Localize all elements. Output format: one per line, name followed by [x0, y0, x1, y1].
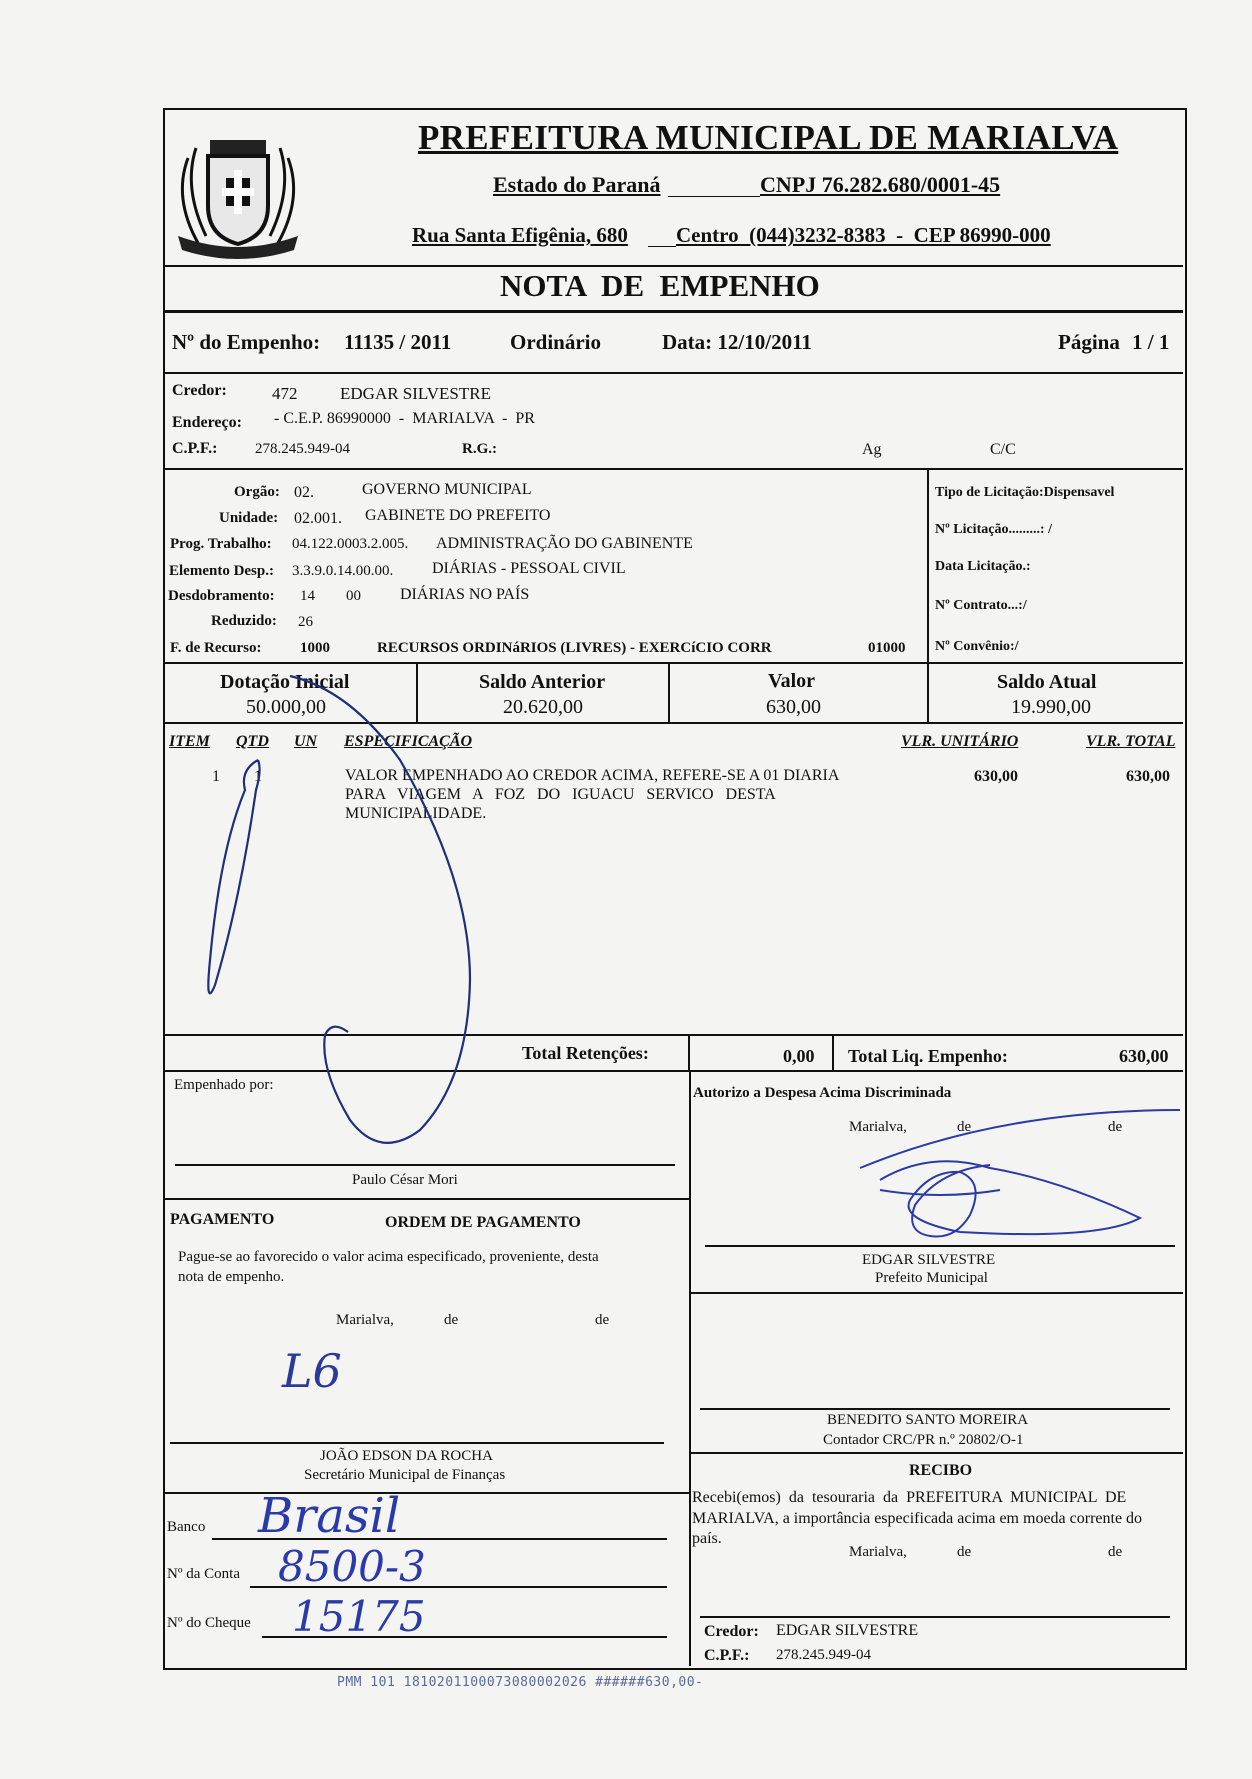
licitacao-num: Nº Licitação.........: / [935, 522, 1052, 537]
prog-label: Prog. Trabalho: [170, 536, 272, 552]
autorizo-role: Prefeito Municipal [875, 1270, 988, 1286]
row-spec-3: MUNICIPALIDADE. [345, 805, 487, 822]
header-cnpj: CNPJ 76.282.680/0001-45 [760, 172, 1001, 197]
unidade-name: GABINETE DO PREFEITO [365, 507, 551, 524]
header-address: Rua Santa Efigênia, 680 [412, 223, 628, 247]
autorizo-signer: EDGAR SILVESTRE [862, 1252, 996, 1268]
reduzido-value: 26 [298, 614, 313, 630]
contador-role: Contador CRC/PR n.º 20802/O-1 [823, 1432, 1024, 1448]
col-espec: ESPECIFICAÇÃO [344, 733, 473, 750]
saldo-anterior-value: 20.620,00 [503, 696, 583, 718]
dotacao-value: 50.000,00 [246, 696, 326, 718]
autorizo-de1: de [957, 1119, 972, 1135]
dotacao-label: Dotação Inicial [220, 671, 350, 693]
row-total: 630,00 [1126, 768, 1170, 785]
orgao-label: Orgão: [234, 484, 280, 500]
col-item: ITEM [169, 733, 210, 750]
empenho-number-label: Nº do Empenho: [172, 330, 321, 354]
cpf-value: 278.245.949-04 [255, 441, 350, 457]
banco-label: Banco [167, 1519, 206, 1535]
recibo-credor-value: EDGAR SILVESTRE [776, 1622, 919, 1639]
row-item: 1 [212, 768, 220, 785]
recibo-text-2: MARIALVA, a importância especificada acima em moeda corrente do [692, 1510, 1143, 1527]
cpf-label: C.P.F.: [172, 440, 218, 457]
empenhado-label: Empenhado por: [174, 1077, 274, 1093]
col-qtd: QTD [236, 733, 269, 750]
fonte-code: 1000 [300, 640, 330, 656]
empenhado-name: Paulo César Mori [352, 1172, 458, 1188]
header-contacts: Centro (044)3232-8383 - CEP 86990-000 [676, 223, 1051, 247]
cheque-handwritten: 15175 [292, 1592, 426, 1641]
reduzido-label: Reduzido: [211, 613, 277, 629]
endereco-value: - C.E.P. 86990000 - MARIALVA - PR [274, 410, 535, 427]
row-spec-1: VALOR EMPENHADO AO CREDOR ACIMA, REFERE-SE A 01 DIARIA [345, 767, 840, 784]
unidade-code: 02.001. [294, 510, 342, 527]
orgao-name: GOVERNO MUNICIPAL [362, 481, 532, 498]
row-unit: 630,00 [974, 768, 1018, 785]
page-value: 1 / 1 [1132, 330, 1170, 354]
contador-name: BENEDITO SANTO MOREIRA [827, 1412, 1029, 1428]
recibo-city: Marialva, [849, 1544, 907, 1560]
convenio: Nº Convênio:/ [935, 639, 1019, 654]
saldo-anterior-label: Saldo Anterior [479, 671, 606, 693]
orgao-code: 02. [294, 484, 314, 501]
recibo-credor-label: Credor: [704, 1623, 759, 1640]
valor-value: 630,00 [766, 696, 821, 718]
fonte-num: 01000 [868, 640, 906, 656]
desd-label: Desdobramento: [168, 588, 275, 604]
pagamento-label: PAGAMENTO [170, 1211, 275, 1228]
pagamento-signer: JOÃO EDSON DA ROCHA [320, 1448, 493, 1464]
col-un: UN [294, 733, 318, 750]
credor-name: EDGAR SILVESTRE [340, 384, 491, 403]
fonte-label: F. de Recurso: [170, 640, 262, 656]
pagamento-city: Marialva, [336, 1312, 394, 1328]
empenhado-signature [290, 676, 473, 1143]
conta-handwritten: 8500-3 [278, 1542, 426, 1591]
ordem-label: ORDEM DE PAGAMENTO [385, 1214, 581, 1231]
header-title: PREFEITURA MUNICIPAL DE MARIALVA [418, 118, 1119, 157]
elem-label: Elemento Desp.: [169, 563, 274, 579]
doc-title: NOTA DE EMPENHO [500, 268, 820, 303]
autorizo-de2: de [1108, 1119, 1123, 1135]
recibo-cpf-value: 278.245.949-04 [776, 1647, 871, 1663]
contrato: Nº Contrato...:/ [935, 598, 1027, 613]
col-vlr-unit: VLR. UNITÁRIO [901, 733, 1019, 750]
credor-label: Credor: [172, 382, 227, 399]
row-spec-2: PARA VIAGEM A FOZ DO IGUACU SERVICO DESTA [345, 786, 776, 803]
desd-name: DIÁRIAS NO PAÍS [400, 586, 530, 603]
banco-handwritten: Brasil [258, 1488, 401, 1544]
saldo-atual-label: Saldo Atual [997, 671, 1097, 693]
endereco-label: Endereço: [172, 414, 242, 431]
liq-label: Total Liq. Empenho: [848, 1046, 1008, 1066]
qtd-loop [208, 760, 259, 993]
handwritten-initials: L6 [282, 1344, 342, 1398]
pagamento-role: Secretário Municipal de Finanças [304, 1467, 506, 1483]
credor-code: 472 [272, 384, 298, 403]
fonte-name: RECURSOS ORDINáRIOS (LIVRES) - EXERCíCIO CORR [377, 640, 772, 656]
retencoes-value: 0,00 [783, 1046, 815, 1066]
valor-label: Valor [768, 670, 816, 692]
empenho-number: 11135 / 2011 [344, 330, 452, 354]
footer-code: PMM 101 1810201100073080002026 ######630,00- [337, 1675, 704, 1690]
cc-label: C/C [990, 441, 1016, 458]
licitacao-tipo: Tipo de Licitação:Dispensavel [935, 485, 1115, 500]
elem-name: DIÁRIAS - PESSOAL CIVIL [432, 560, 626, 577]
conta-label: Nº da Conta [167, 1566, 240, 1582]
row-qtd: 1 [254, 768, 262, 785]
recibo-label: RECIBO [909, 1462, 973, 1479]
licitacao-data: Data Licitação.: [935, 559, 1031, 574]
autorizo-city: Marialva, [849, 1119, 907, 1135]
empenho-date: Data: 12/10/2011 [662, 330, 812, 354]
desd-code: 14 [300, 588, 315, 604]
prog-code: 04.122.0003.2.005. [292, 536, 409, 552]
ag-label: Ag [862, 441, 882, 458]
autorizo-label: Autorizo a Despesa Acima Discriminada [693, 1085, 952, 1101]
mayor-signature [860, 1110, 1180, 1237]
pagamento-de1: de [444, 1312, 459, 1328]
pagamento-de2: de [595, 1312, 610, 1328]
liq-value: 630,00 [1119, 1046, 1169, 1066]
desd-sub: 00 [346, 588, 361, 604]
empenho-type: Ordinário [510, 330, 602, 354]
recibo-text-3: país. [692, 1530, 722, 1547]
page-label: Página [1058, 330, 1120, 354]
rg-label: R.G.: [462, 441, 497, 457]
elem-code: 3.3.9.0.14.00.00. [292, 563, 394, 579]
recibo-de2: de [1108, 1544, 1123, 1560]
unidade-label: Unidade: [219, 510, 279, 526]
pagamento-text-1: Pague-se ao favorecido o valor acima especificado, proveniente, desta [178, 1249, 599, 1265]
prog-name: ADMINISTRAÇÃO DO GABINENTE [436, 535, 693, 552]
recibo-text-1: Recebi(emos) da tesouraria da PREFEITURA MUNICIPAL DE [692, 1489, 1127, 1506]
header-state: Estado do Paraná [493, 172, 661, 197]
cheque-label: Nº do Cheque [167, 1615, 251, 1631]
col-vlr-total: VLR. TOTAL [1086, 733, 1176, 750]
recibo-de1: de [957, 1544, 972, 1560]
saldo-atual-value: 19.990,00 [1011, 696, 1091, 718]
pagamento-text-2: nota de empenho. [178, 1269, 285, 1285]
retencoes-label: Total Retenções: [522, 1043, 649, 1063]
recibo-cpf-label: C.P.F.: [704, 1647, 750, 1664]
